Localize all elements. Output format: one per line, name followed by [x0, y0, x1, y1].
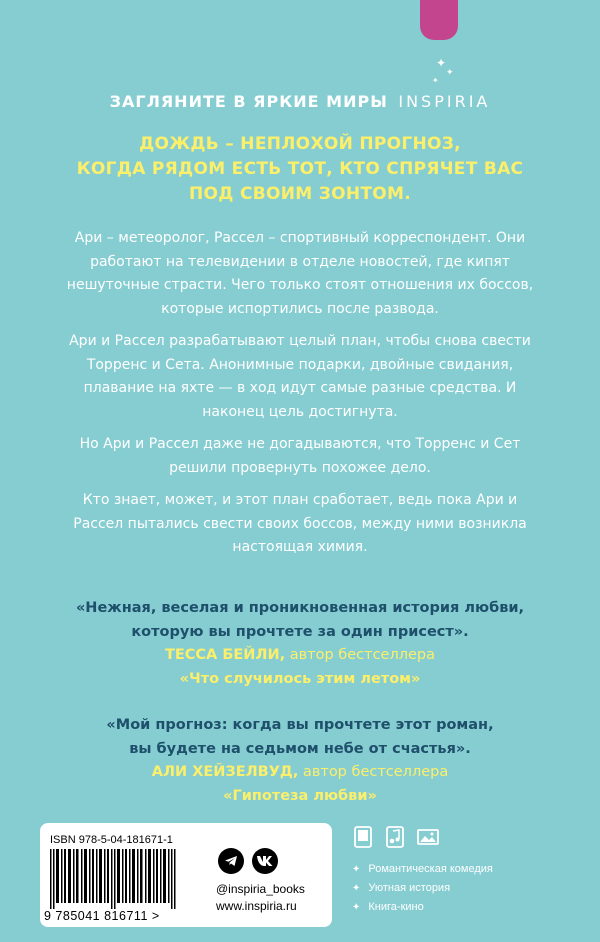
genre-item: [352, 879, 493, 898]
ebook-icon: [353, 826, 373, 848]
review-book-title: «Что случилось этим летом»: [179, 670, 421, 687]
genre-item: [352, 898, 493, 917]
review-quote-line: которую вы прочтете за один присест».: [131, 623, 469, 640]
format-icons: [353, 826, 439, 848]
book-description: [60, 227, 540, 569]
tagline-line: ПОД СВОИМ ЗОНТОМ.: [189, 184, 411, 204]
review-author-role: автор бестселлера: [298, 764, 449, 780]
barcode-icon: [50, 849, 176, 909]
review-book-title: «Гипотеза любви»: [223, 787, 377, 804]
genre-label: Книга-кино: [368, 901, 424, 913]
review-author-line: [40, 644, 560, 668]
description-paragraph: Но Ари и Рассел даже не догадываются, что Торренс и Сет решили провернуть похожее дело.: [79, 436, 521, 476]
star-icon: ✦: [352, 883, 361, 894]
tagline-line: ДОЖДЬ – НЕПЛОХОЙ ПРОГНОЗ,: [139, 134, 461, 154]
vk-icon[interactable]: [252, 848, 278, 874]
description-paragraph: Ари – метеоролог, Рассел – спортивный корреспондент. Они работают на телевидении в отделе новостей, где кипят нешуточные страсти. Чего только стоят отношения их боссов, которые испортились после развода.: [66, 230, 534, 317]
series-header: [0, 92, 600, 111]
genre-list: [352, 860, 493, 917]
barcode-panel: [40, 823, 332, 927]
genre-item: [352, 860, 493, 879]
review-author-line: [40, 761, 560, 785]
film-icon: [417, 826, 439, 848]
genre-label: Уютная история: [368, 882, 451, 894]
review-quote-line: «Нежная, веселая и проникновенная история любви,: [75, 600, 525, 616]
star-icon: ✦: [352, 864, 361, 875]
series-header-text: ЗАГЛЯНИТЕ В ЯРКИЕ МИРЫ: [109, 92, 388, 111]
review-2: [40, 714, 560, 808]
telegram-icon[interactable]: [218, 848, 244, 874]
review-author-name: ТЕССА БЕЙЛИ,: [164, 647, 286, 663]
sparkle-icon: ✦: [446, 68, 454, 78]
social-handle[interactable]: @inspiria_books: [216, 882, 305, 896]
description-paragraph: Кто знает, может, и этот план сработает, ведь пока Ари и Рассел пытались свести своих боссов, между ними возникла настоящая химия.: [73, 492, 527, 555]
brand-name: INSPIRIA: [398, 92, 491, 111]
barcode-number: 9 785041 816711 >: [44, 909, 160, 923]
star-icon: ✦: [352, 902, 361, 913]
review-1: [40, 597, 560, 691]
review-quote-line: вы будете на седьмом небе от счастья».: [129, 740, 471, 757]
audiobook-icon: [385, 826, 405, 848]
social-icons: [218, 848, 278, 874]
sparkle-icon: ✦: [432, 76, 439, 85]
description-paragraph: Ари и Рассел разрабатывают целый план, чтобы снова свести Торренс и Сета. Анонимные подарки, двойные свидания, плавание на яхте — в ход идут самые разные средства. И наконец цель достигнута.: [69, 333, 531, 420]
isbn-text: ISBN 978-5-04-181671-1: [50, 834, 173, 846]
genre-label: Романтическая комедия: [368, 863, 493, 875]
tagline-line: КОГДА РЯДОМ ЕСТЬ ТОТ, КТО СПРЯЧЕТ ВАС: [76, 159, 524, 179]
review-quote-line: «Мой прогноз: когда вы прочтете этот роман,: [106, 717, 494, 733]
review-author-name: АЛИ ХЕЙЗЕЛВУД,: [151, 764, 299, 780]
review-author-role: автор бестселлера: [285, 647, 436, 663]
website-link[interactable]: www.inspiria.ru: [216, 899, 297, 913]
tagline: [0, 132, 600, 207]
sparkle-icon: ✦: [436, 56, 447, 70]
bookmark-tab: [420, 0, 458, 40]
